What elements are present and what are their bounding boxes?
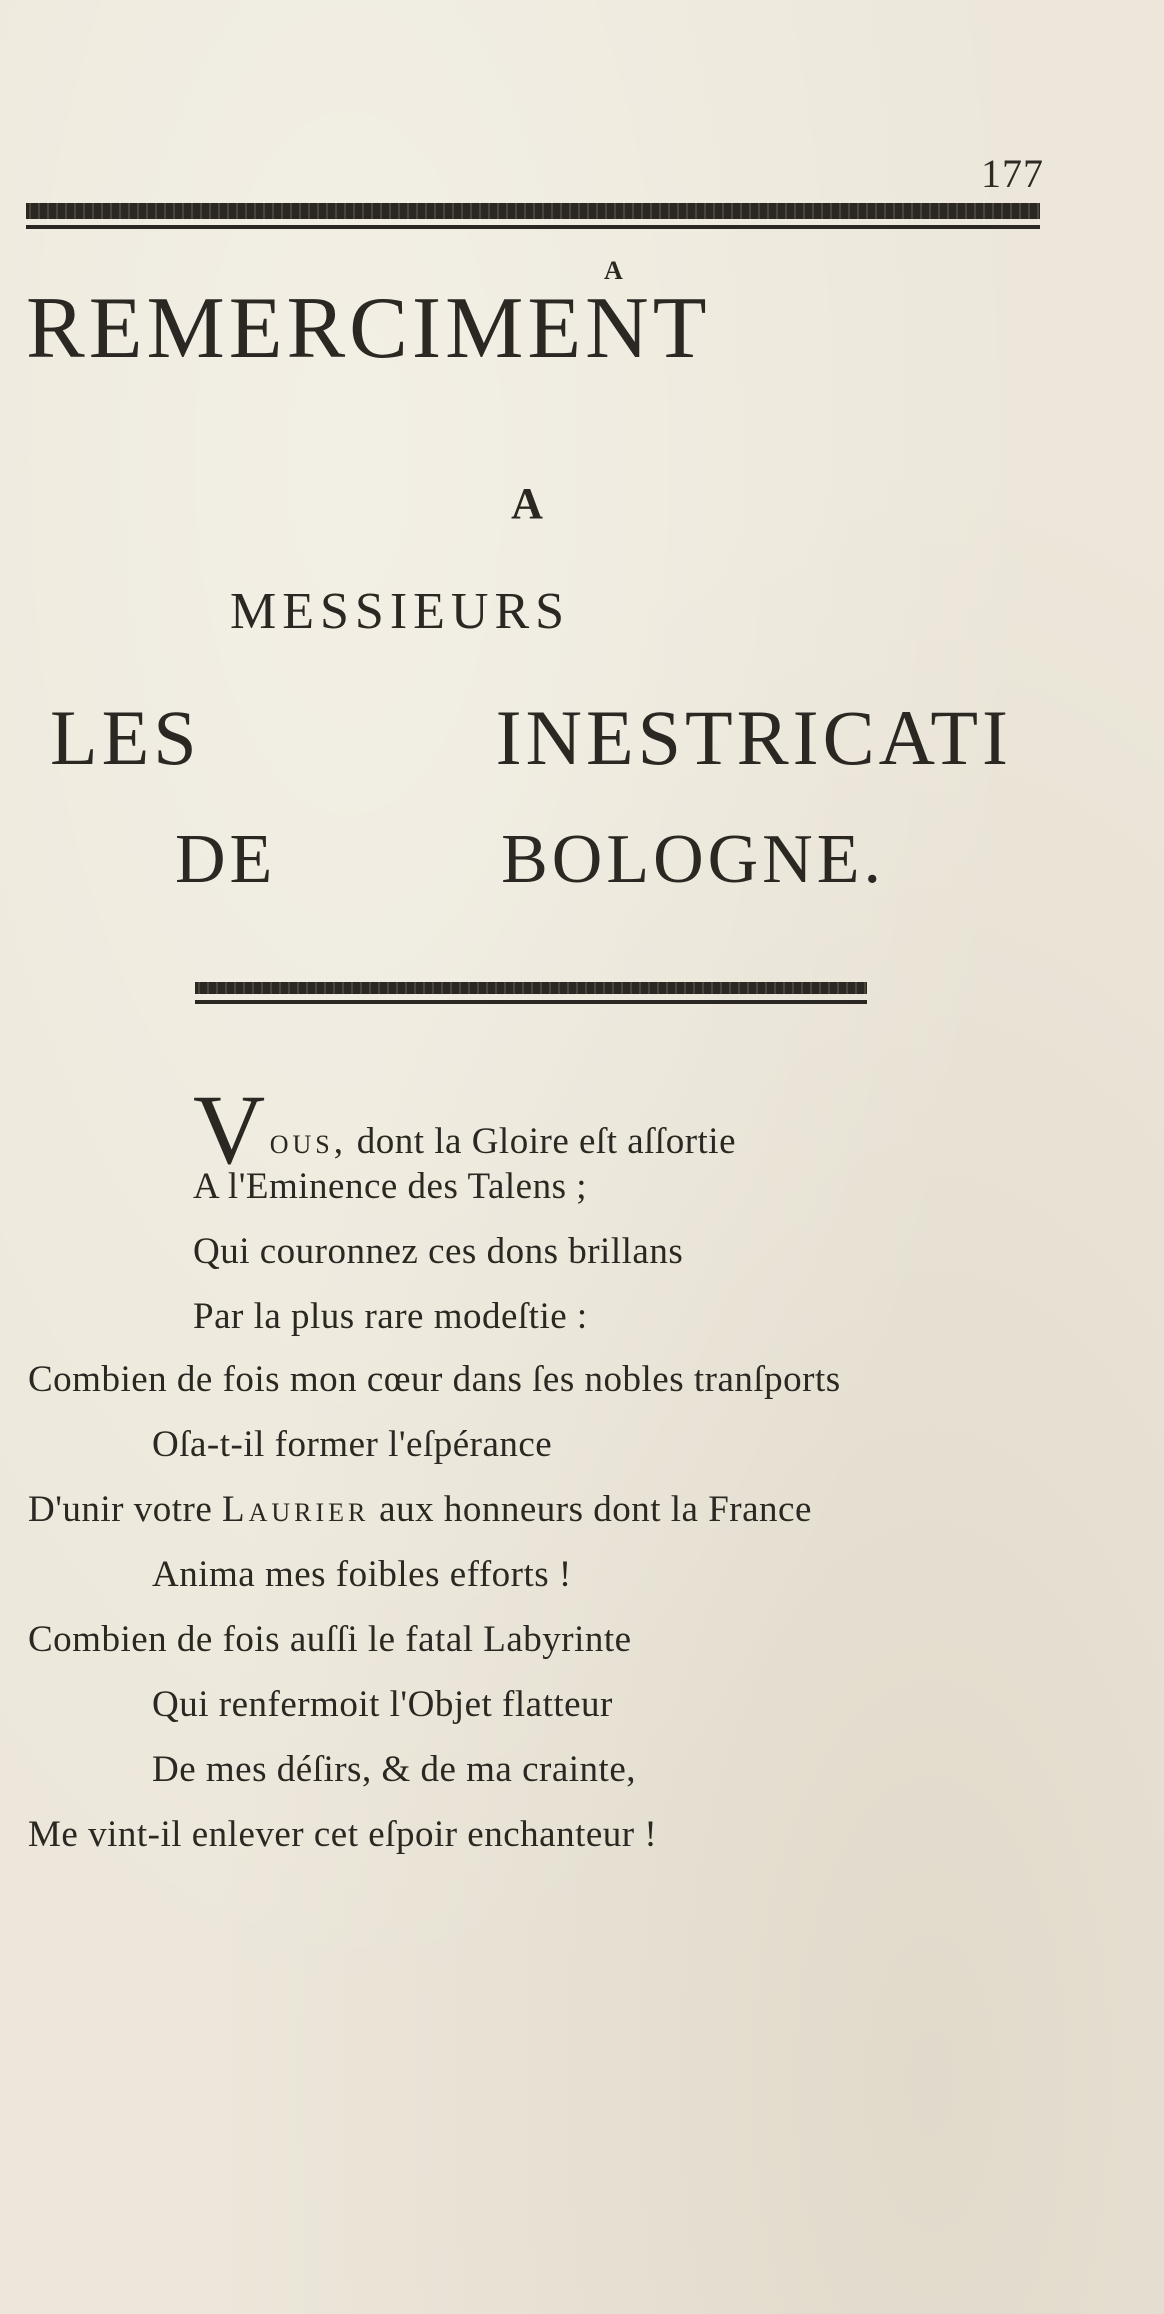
poem-line-3: Qui couronnez ces dons brillans	[193, 1231, 684, 1272]
poem-line-4: Par la plus rare modeſtie :	[193, 1296, 588, 1337]
poem-line-7	[28, 1488, 812, 1531]
poem-line-6: Oſa-t-il former l'eſpérance	[152, 1424, 553, 1465]
poem-line-8: Anima mes foibles efforts !	[152, 1554, 572, 1595]
title-preposition: A	[511, 479, 543, 528]
poem-line-1-smallcaps: ous,	[269, 1121, 347, 1162]
laurier-word: Laurier	[222, 1489, 370, 1530]
title-de-bologne: DE BOLOGNE.	[175, 821, 885, 898]
poem-line-5: Combien de fois mon cœur dans ſes nobles tranſports	[28, 1359, 841, 1400]
title-accent-mark: A	[604, 256, 623, 285]
top-ornamental-rule	[26, 203, 1040, 229]
poem-line-11: De mes déſirs, & de ma crainte,	[152, 1749, 636, 1790]
poem-line-7-end: aux honneurs dont la France	[379, 1489, 812, 1530]
middle-ornamental-rule	[195, 982, 867, 1004]
poem-line-1	[193, 1074, 737, 1185]
title-main: REMERCIMENT	[26, 280, 711, 377]
poem-line-10: Qui renfermoit l'Objet flatteur	[152, 1684, 613, 1725]
poem-line-1-text: dont la Gloire eſt aſſortie	[356, 1121, 737, 1162]
page-number: 177	[981, 151, 1044, 196]
drop-cap: V	[193, 1074, 266, 1185]
poem-line-9: Combien de fois auſſi le fatal Labyrinte	[28, 1619, 632, 1660]
poem-line-7-start: D'unir votre	[28, 1489, 213, 1530]
poem-line-12: Me vint-il enlever cet eſpoir enchanteur !	[28, 1814, 658, 1855]
poem-line-2: A l'Eminence des Talens ;	[193, 1166, 588, 1207]
title-messieurs: MESSIEURS	[230, 583, 571, 640]
title-les-inestricati: LES INESTRICATI	[50, 694, 1012, 781]
